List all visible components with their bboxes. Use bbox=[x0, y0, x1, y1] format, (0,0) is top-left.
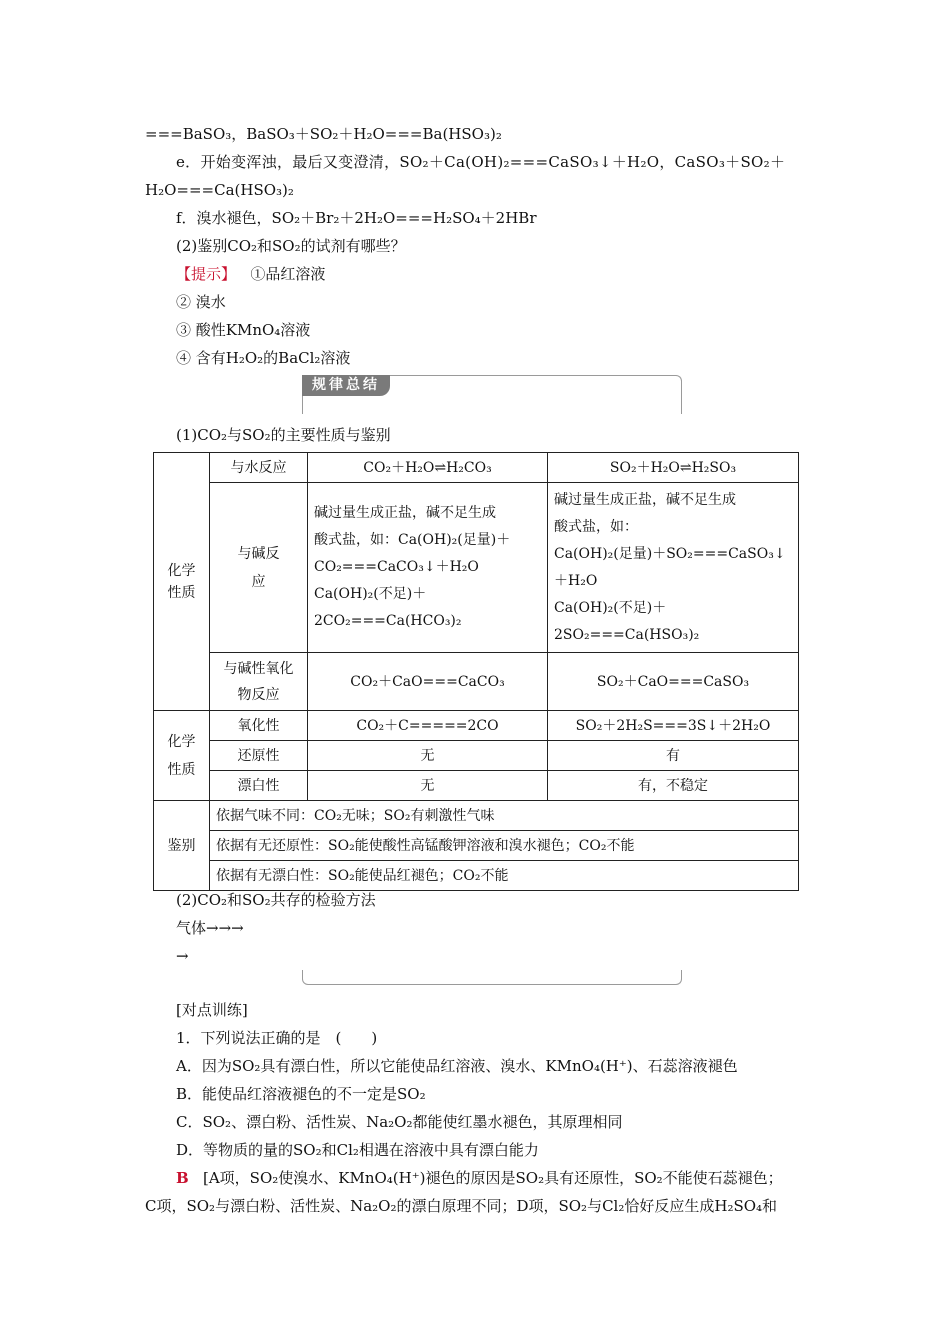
equation-line: ===BaSO₃，BaSO₃＋SO₂＋H₂O===Ba(HSO₃)₂ bbox=[145, 125, 502, 143]
summary-tag: 规律总结 bbox=[302, 375, 390, 396]
coexist-flow: → bbox=[176, 947, 189, 965]
hint-text: ①品红溶液 bbox=[250, 265, 326, 283]
properties-table bbox=[153, 452, 799, 891]
option-d: D．等物质的量的SO₂和Cl₂相遇在溶液中具有漂白能力 bbox=[176, 1141, 539, 1159]
coexist-flow: 气体→→→ bbox=[176, 919, 244, 937]
row-label: 与碱性氧化物反应 bbox=[210, 653, 308, 711]
identify-row: 依据有无还原性：SO₂能使酸性高锰酸钾溶液和溴水褪色；CO₂不能 bbox=[210, 831, 799, 861]
option-a: A．因为SO₂具有漂白性，所以它能使品红溶液、溴水、KMnO₄(H⁺)、石蕊溶液褪色 bbox=[176, 1057, 738, 1075]
item-e-line: e．开始变浑浊，最后又变澄清，SO₂＋Ca(OH)₂===CaSO₃↓＋H₂O，CaSO₃＋SO₂＋ bbox=[176, 153, 786, 171]
so2-cell: SO₂＋2H₂S===3S↓＋2H₂O bbox=[548, 711, 799, 741]
coexist-heading: (2)CO₂和SO₂共存的检验方法 bbox=[176, 891, 376, 909]
group-label: 鉴别 bbox=[154, 801, 210, 891]
co2-cell: 碱过量生成正盐，碱不足生成 酸式盐，如：Ca(OH)₂(足量)＋ CO₂===CaCO₃↓＋H₂O Ca(OH)₂(不足)＋ 2CO₂===Ca(HCO₃)₂ bbox=[308, 483, 548, 653]
hint-label: 【提示】 bbox=[176, 265, 237, 283]
item-f-line: f．溴水褪色，SO₂＋Br₂＋2H₂O===H₂SO₄＋2HBr bbox=[176, 209, 537, 227]
row-label: 还原性 bbox=[210, 741, 308, 771]
option-c: C．SO₂、漂白粉、活性炭、Na₂O₂都能使红墨水褪色，其原理相同 bbox=[176, 1113, 623, 1131]
group-label: 化学性质 bbox=[154, 711, 210, 801]
explanation-text: C项，SO₂与漂白粉、活性炭、Na₂O₂的漂白原理不同；D项，SO₂与Cl₂恰好反应生成H₂SO₄和 bbox=[145, 1197, 778, 1215]
so2-cell: SO₂＋H₂O⇌H₂SO₃ bbox=[548, 453, 799, 483]
summary-heading: (1)CO₂与SO₂的主要性质与鉴别 bbox=[176, 426, 391, 444]
co2-cell: CO₂＋CaO===CaCO₃ bbox=[308, 653, 548, 711]
question-line: (2)鉴别CO₂和SO₂的试剂有哪些？ bbox=[176, 237, 406, 255]
so2-cell: 碱过量生成正盐，碱不足生成 酸式盐，如： Ca(OH)₂(足量)＋SO₂===CaSO₃↓ ＋H₂O Ca(OH)₂(不足)＋ 2SO₂===Ca(HSO₃)₂ bbox=[548, 483, 799, 653]
equation-line: H₂O===Ca(HSO₃)₂ bbox=[145, 181, 294, 199]
identify-row: 依据气味不同：CO₂无味；SO₂有刺激性气味 bbox=[210, 801, 799, 831]
hint-item: ③ 酸性KMnO₄溶液 bbox=[176, 321, 311, 339]
row-label: 氧化性 bbox=[210, 711, 308, 741]
co2-cell: CO₂＋H₂O⇌H₂CO₃ bbox=[308, 453, 548, 483]
answer-letter: B bbox=[176, 1169, 189, 1187]
co2-cell: 无 bbox=[308, 771, 548, 801]
summary-box-bottom bbox=[302, 970, 682, 985]
explanation-text: [A项，SO₂使溴水、KMnO₄(H⁺)褪色的原因是SO₂具有还原性，SO₂不能使石蕊褪色； bbox=[203, 1169, 783, 1187]
question-stem: 1．下列说法正确的是 ( ) bbox=[176, 1029, 378, 1047]
co2-cell: 无 bbox=[308, 741, 548, 771]
group-label: 化学性质 bbox=[154, 453, 210, 711]
hint-item: ② 溴水 bbox=[176, 293, 226, 311]
identify-row: 依据有无漂白性：SO₂能使品红褪色；CO₂不能 bbox=[210, 861, 799, 891]
row-label: 与水反应 bbox=[210, 453, 308, 483]
row-label: 与碱反应 bbox=[210, 483, 308, 653]
so2-cell: SO₂＋CaO===CaSO₃ bbox=[548, 653, 799, 711]
row-label: 漂白性 bbox=[210, 771, 308, 801]
answer-line bbox=[176, 1168, 783, 1188]
exercise-heading: [对点训练] bbox=[176, 1001, 248, 1019]
option-b: B．能使品红溶液褪色的不一定是SO₂ bbox=[176, 1085, 426, 1103]
so2-cell: 有，不稳定 bbox=[548, 771, 799, 801]
co2-cell: CO₂＋C=====2CO bbox=[308, 711, 548, 741]
hint-item: ④ 含有H₂O₂的BaCl₂溶液 bbox=[176, 349, 351, 367]
so2-cell: 有 bbox=[548, 741, 799, 771]
hint-line bbox=[176, 264, 325, 284]
